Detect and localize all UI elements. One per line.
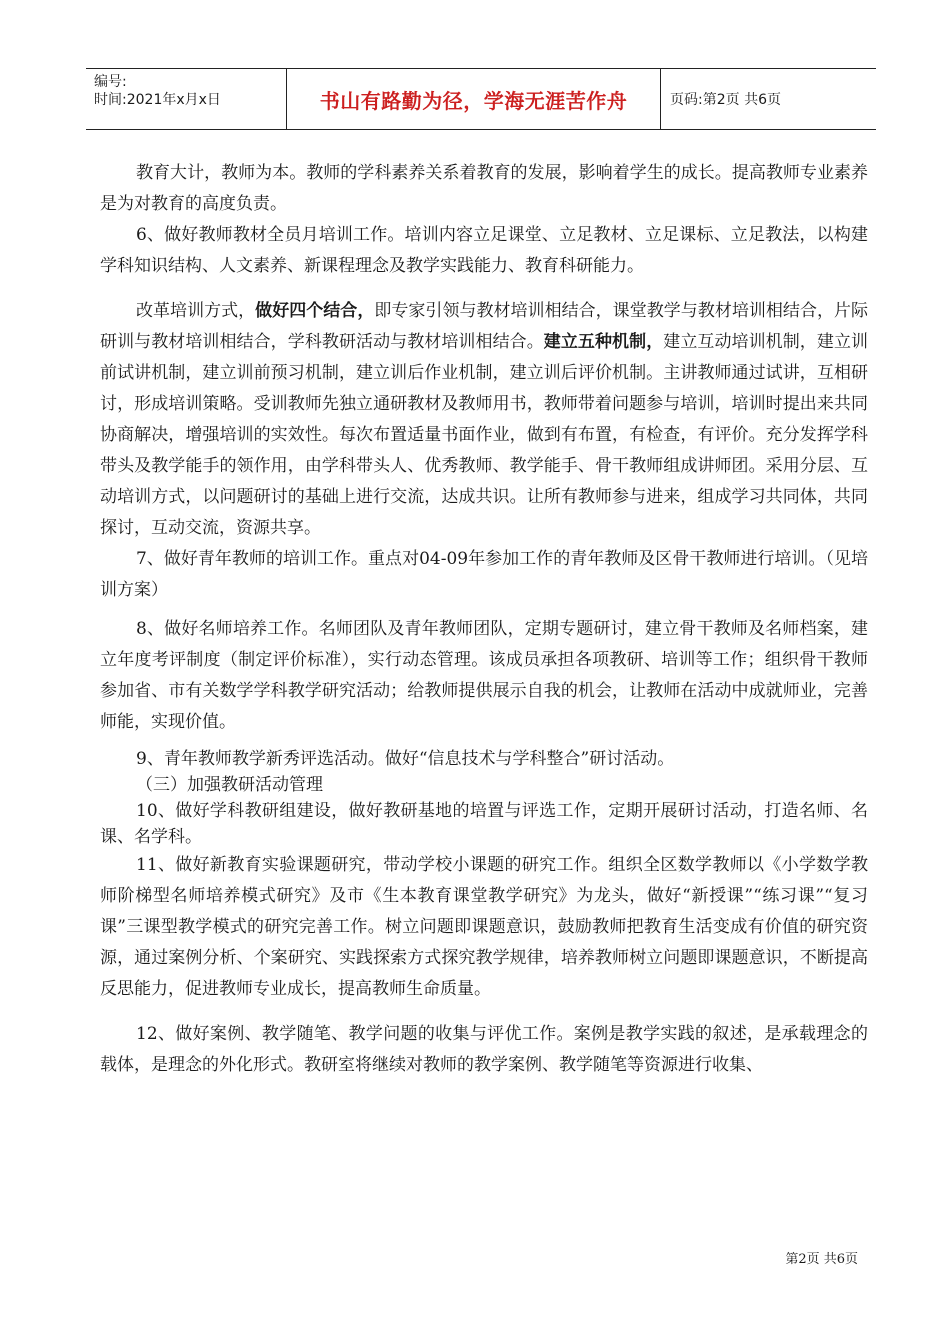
paragraph-item-10: 10、做好学科教研组建设，做好教研基地的培置与评选工作，定期开展研讨活动，打造名师、名课、名学科。 [100,801,868,847]
paragraph-item-9: 9、青年教师教学新秀评选活动。做好“信息技术与学科整合”研讨活动。 [136,749,675,769]
text-reform-intro: 改革培训方式， [136,301,256,321]
page-header [86,68,876,130]
header-motto-cell [286,69,661,129]
header-page-cell [660,69,876,129]
text-combinations-detail: 即专家引领与教材培训相结合，课堂教学与教材培训相结合，片际研训与教材培训相结合，学科教研活动与教材培训相结合。 [100,301,869,352]
paragraph-item-11: 11、做好新教育实验课题研究，带动学校小课题的研究工作。组织全区数学教师以《小学数学教师阶梯型名师培养模式研究》及市《生本教育课堂教学研究》为龙头，做好“新授课”“练习课”“复习课”三课型教学模式的研究完善工作。树立问题即课题意识，鼓励教师把教育生活变成有价值的研究资源，通过案例分析、个案研究、实践探索方式探究教学规律，培养教师树立问题即课题意识，不断提高反思能力，促进教师专业成长，提高教师生命质量。 [100,855,868,999]
text-five-mechanisms: 建立五种机制， [543,332,664,352]
header-meta [86,69,286,129]
paragraph-item-6: 6、做好教师教材全员月培训工作。培训内容立足课堂、立足教材、立足课标、立足教法，以构建学科知识结构、人文素养、新课程理念及教学实践能力、教育科研能力。 [100,225,868,276]
document-body [100,158,868,1081]
paragraph-item-7: 7、做好青年教师的培训工作。重点对04-09年参加工作的青年教师及区骨干教师进行培训。（见培训方案） [100,549,868,600]
document-number-label: 编号: [94,74,127,90]
paragraph-item-12: 12、做好案例、教学随笔、教学问题的收集与评优工作。案例是教学实践的叙述，是承载理念的载体，是理念的外化形式。教研室将继续对教师的教学案例、教学随笔等资源进行收集、 [100,1024,868,1075]
header-motto: 书山有路勤为径，学海无涯苦作舟 [319,88,628,113]
paragraph-training-reform [100,296,868,544]
text-four-combinations: 做好四个结合， [255,301,375,321]
section-heading-3: （三）加强教研活动管理 [136,775,323,795]
text-mechanisms-detail: 建立互动培训机制，建立训前试讲机制，建立训前预习机制，建立训后作业机制，建立训后评价机制。主讲教师通过试讲，互相研讨，形成培训策略。受训教师先独立通研教材及教师用书，教师带着问题参与培训，培训时提出来共同协商解决，增强培训的实效性。每次布置适量书面作业，做到有布置，有检查，有评价。充分发挥学科带头及教学能手的领作用，由学科带头人、优秀教师、教学能手、骨干教师组成讲师团。采用分层、互动培训方式，以问题研讨的基础上进行交流，达成共识。让所有教师参与进来，组成学习共同体，共同探讨，互动交流，资源共享。 [100,332,869,538]
header-page-label: 页码:第2页 共6页 [670,92,781,108]
document-time-label: 时间:2021年x月x日 [94,92,221,108]
paragraph-item-8: 8、做好名师培养工作。名师团队及青年教师团队，定期专题研讨，建立骨干教师及名师档案，建立年度考评制度（制定评价标准），实行动态管理。该成员承担各项教研、培训等工作；组织骨干教师参加省、市有关数学学科教学研究活动；给教师提供展示自我的机会，让教师在活动中成就师业，完善师能，实现价值。 [100,619,868,732]
paragraph-teacher-importance: 教育大计，教师为本。教师的学科素养关系着教育的发展，影响着学生的成长。提高教师专业素养是为对教育的高度负责。 [100,163,868,214]
page-footer-number: 第2页 共6页 [785,1252,858,1267]
